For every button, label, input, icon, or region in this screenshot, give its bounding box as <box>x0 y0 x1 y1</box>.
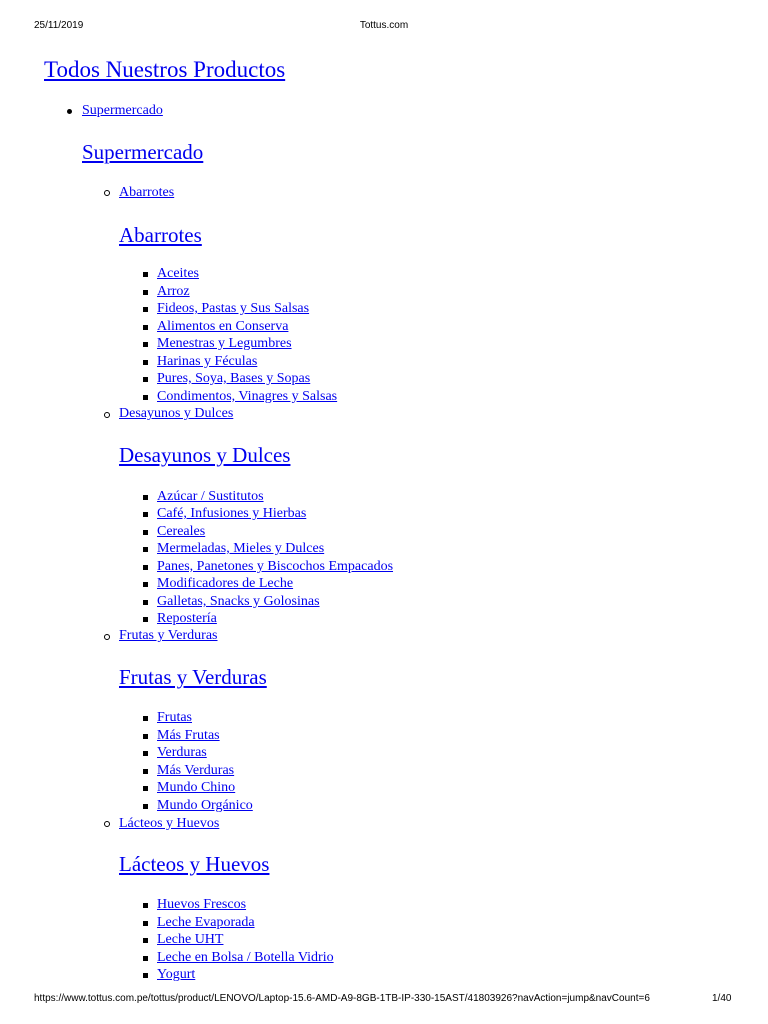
subcategory-link[interactable]: Galletas, Snacks y Golosinas <box>157 594 320 609</box>
category-link[interactable]: Frutas y Verduras <box>119 628 218 643</box>
square-bullet-icon <box>143 307 148 312</box>
subcategory-link[interactable]: Yogurt <box>157 967 196 982</box>
category-link[interactable]: Desayunos y Dulces <box>119 406 234 421</box>
square-bullet-icon <box>143 716 148 721</box>
square-bullet-icon <box>143 600 148 605</box>
subcategory-link[interactable]: Pures, Soya, Bases y Sopas <box>157 371 311 386</box>
square-bullet-icon <box>143 921 148 926</box>
section-title-link[interactable]: Desayunos y Dulces <box>119 443 291 467</box>
square-bullet-icon <box>143 512 148 517</box>
subcategory-link[interactable]: Cereales <box>157 524 206 539</box>
subcategory-link[interactable]: Mundo Chino <box>157 780 236 795</box>
subcategory-link[interactable]: Fideos, Pastas y Sus Salsas <box>157 301 310 316</box>
page-title-link[interactable]: Todos Nuestros Productos <box>44 57 286 82</box>
section-title-link[interactable]: Frutas y Verduras <box>119 665 267 689</box>
subcategory-link[interactable]: Más Frutas <box>157 728 220 743</box>
square-bullet-icon <box>143 342 148 347</box>
square-bullet-icon <box>143 547 148 552</box>
subcategory-link[interactable]: Panes, Panetones y Biscochos Empacados <box>157 559 394 574</box>
square-bullet-icon <box>143 530 148 535</box>
subcategory-link[interactable]: Mundo Orgánico <box>157 798 253 813</box>
square-bullet-icon <box>143 751 148 756</box>
square-bullet-icon <box>143 360 148 365</box>
print-url: https://www.tottus.com.pe/tottus/product/LENOVO/Laptop-15.6-AMD-A9-8GB-1TB-IP-330-15AST/41803926?navAction=jump&navCount=6 <box>34 993 650 1004</box>
circle-bullet-icon <box>104 821 110 827</box>
subcategory-link[interactable]: Aceites <box>157 266 199 281</box>
square-bullet-icon <box>143 272 148 277</box>
square-bullet-icon <box>143 903 148 908</box>
subcategory-link[interactable]: Café, Infusiones y Hierbas <box>157 506 307 521</box>
subcategory-link[interactable]: Huevos Frescos <box>157 897 247 912</box>
section-title-desayunos <box>119 442 290 468</box>
square-bullet-icon <box>143 804 148 809</box>
category-link[interactable]: Abarrotes <box>119 185 175 200</box>
section-title-supermercado <box>82 139 203 165</box>
section-title-link[interactable]: Supermercado <box>82 140 204 164</box>
print-page-number: 1/40 <box>712 993 732 1004</box>
square-bullet-icon <box>143 769 148 774</box>
link-supermercado[interactable]: Supermercado <box>82 103 163 118</box>
section-title-link[interactable]: Abarrotes <box>119 223 202 247</box>
square-bullet-icon <box>143 734 148 739</box>
print-date: 25/11/2019 <box>34 20 84 31</box>
subcategory-link[interactable]: Verduras <box>157 745 207 760</box>
subcategory-link[interactable]: Arroz <box>157 284 190 299</box>
subcategory-link[interactable]: Harinas y Féculas <box>157 354 258 369</box>
subcategory-link[interactable]: Azúcar / Sustitutos <box>157 489 264 504</box>
circle-bullet-icon <box>104 634 110 640</box>
subcategory-link[interactable]: Leche UHT <box>157 932 224 947</box>
subcategory-link[interactable]: Modificadores de Leche <box>157 576 294 591</box>
square-bullet-icon <box>143 786 148 791</box>
section-title-link[interactable]: Lácteos y Huevos <box>119 852 270 876</box>
square-bullet-icon <box>143 973 148 978</box>
square-bullet-icon <box>143 325 148 330</box>
square-bullet-icon <box>143 956 148 961</box>
section-title-abarrotes <box>119 222 202 248</box>
circle-bullet-icon <box>104 412 110 418</box>
square-bullet-icon <box>143 495 148 500</box>
subcategory-link[interactable]: Leche en Bolsa / Botella Vidrio <box>157 950 334 965</box>
print-site-title: Tottus.com <box>359 20 409 31</box>
subcategory-link[interactable]: Leche Evaporada <box>157 915 255 930</box>
subcategory-link[interactable]: Condimentos, Vinagres y Salsas <box>157 389 338 404</box>
square-bullet-icon <box>143 290 148 295</box>
circle-bullet-icon <box>104 190 110 196</box>
subcategory-link[interactable]: Más Verduras <box>157 763 235 778</box>
square-bullet-icon <box>143 377 148 382</box>
subcategory-link[interactable]: Alimentos en Conserva <box>157 319 289 334</box>
disc-bullet-icon <box>67 109 72 114</box>
square-bullet-icon <box>143 582 148 587</box>
section-title-frutas <box>119 664 267 690</box>
square-bullet-icon <box>143 938 148 943</box>
subcategory-link[interactable]: Menestras y Legumbres <box>157 336 292 351</box>
subcategory-link[interactable]: Repostería <box>157 611 217 626</box>
square-bullet-icon <box>143 565 148 570</box>
subcategory-link[interactable]: Frutas <box>157 710 192 725</box>
square-bullet-icon <box>143 617 148 622</box>
category-link[interactable]: Lácteos y Huevos <box>119 816 220 831</box>
square-bullet-icon <box>143 395 148 400</box>
subcategory-link[interactable]: Mermeladas, Mieles y Dulces <box>157 541 325 556</box>
page-title <box>44 56 285 84</box>
section-title-lacteos <box>119 851 269 877</box>
